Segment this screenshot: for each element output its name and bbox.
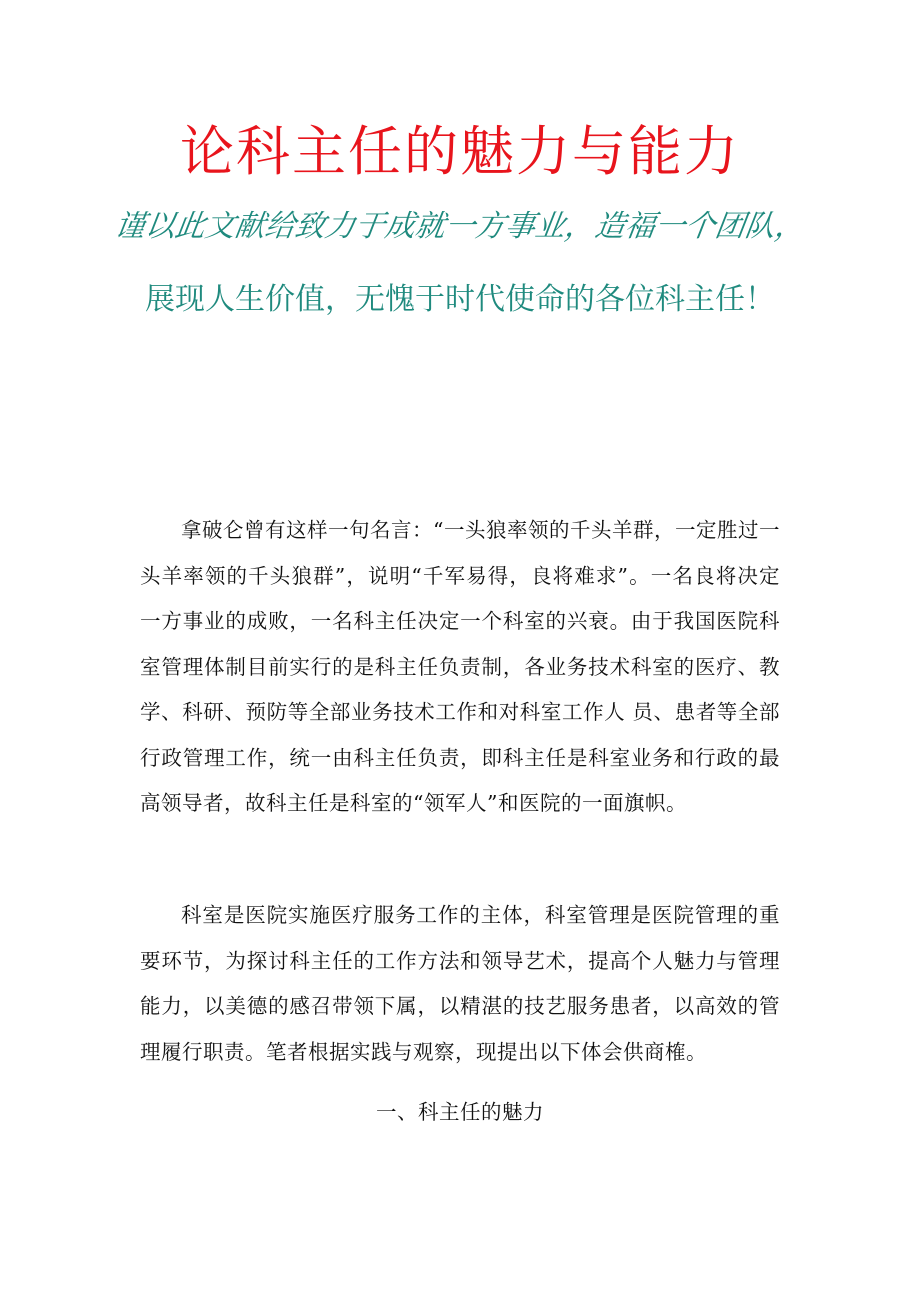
dedication-line-2: 展现人生价值，无愧于时代使命的各位科主任！ bbox=[145, 282, 775, 317]
section-heading: 一、科主任的魅力 bbox=[376, 1100, 544, 1124]
body-paragraph-2: 科室是医院实施医疗服务工作的主体，科室管理是医院管理的重要环节，为探讨科主任的工作方法和领导艺术，提高个人魅力与管理能力，以美德的感召带领下属，以精湛的技艺服务患者，以高效的管理履行职责。笔者根据实践与观察，现提出以下体会供商榷。 bbox=[140, 903, 780, 1064]
body-paragraph-1: 拿破仑曾有这样一句名言：“一头狼率领的千头羊群，一定胜过一头羊率领的千头狼群”，说明“千军易得，良将难求”。一名良将决定一方事业的成败，一名科主任决定一个科室的兴衰。由于我国医院科室管理体制目前实行的是科主任负责制，各业务技术科室的医疗、教学、科研、预防等全部业务技术工作和对科室工作人 员、患者等全部行政管理工作，统一由科主任负责，即科主任是科室业务和行政的最高领导者，故科主任是科室的“领军人”和医院的一面旗帜。 bbox=[140, 518, 780, 815]
document-title: 论科主任的魅力与能力 bbox=[180, 120, 740, 183]
dedication-line-1: 谨以此文献给致力于成就一方事业，造福一个团队， bbox=[112, 209, 808, 244]
